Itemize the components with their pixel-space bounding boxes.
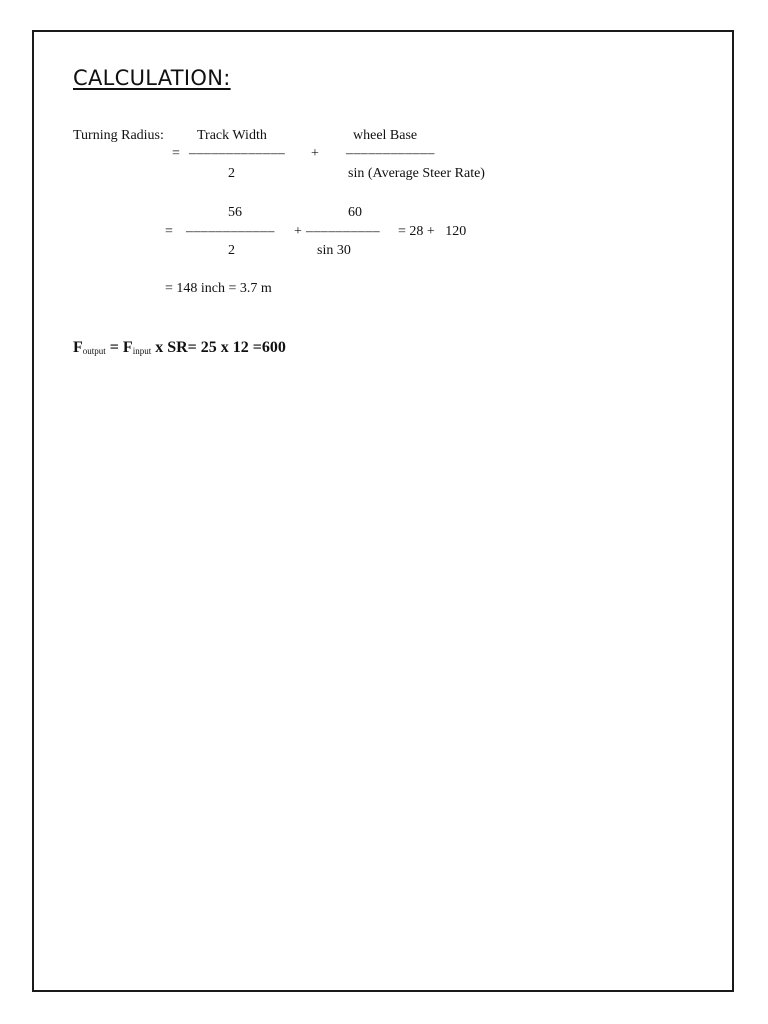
force-equation bbox=[73, 340, 286, 356]
substitution-numerator-60: 60 bbox=[348, 205, 362, 220]
force-input-symbol: = F bbox=[105, 339, 133, 356]
force-output-subscript: output bbox=[82, 346, 106, 356]
page-title: CALCULATION: bbox=[73, 66, 231, 90]
turning-radius-label: Turning Radius: bbox=[73, 128, 164, 143]
force-input-subscript: input bbox=[132, 346, 152, 356]
substitution-plus: + bbox=[294, 224, 302, 239]
formula-denominator-2: 2 bbox=[228, 166, 235, 181]
substitution-result: = 28 + 120 bbox=[398, 224, 467, 239]
substitution-fraction-bar-2: –––––––––– bbox=[306, 224, 380, 239]
formula-fraction-bar-2: –––––––––––– bbox=[346, 146, 435, 161]
force-equation-rest: x SR= 25 x 12 =600 bbox=[151, 339, 286, 356]
substitution-fraction-bar-1: –––––––––––– bbox=[186, 224, 275, 239]
formula-numerator-track-width: Track Width bbox=[197, 128, 267, 143]
formula-denominator-sin: sin (Average Steer Rate) bbox=[348, 166, 485, 181]
formula-numerator-wheel-base: wheel Base bbox=[353, 128, 418, 143]
substitution-numerator-56: 56 bbox=[228, 205, 242, 220]
formula-fraction-bar-1: ––––––––––––– bbox=[189, 146, 286, 161]
formula-equals: = bbox=[172, 146, 180, 161]
substitution-denominator-2: 2 bbox=[228, 243, 235, 258]
formula-plus: + bbox=[311, 146, 319, 161]
force-output-symbol: F bbox=[73, 339, 83, 356]
turning-radius-result: = 148 inch = 3.7 m bbox=[165, 281, 272, 296]
substitution-equals: = bbox=[165, 224, 173, 239]
substitution-denominator-sin30: sin 30 bbox=[317, 243, 351, 258]
